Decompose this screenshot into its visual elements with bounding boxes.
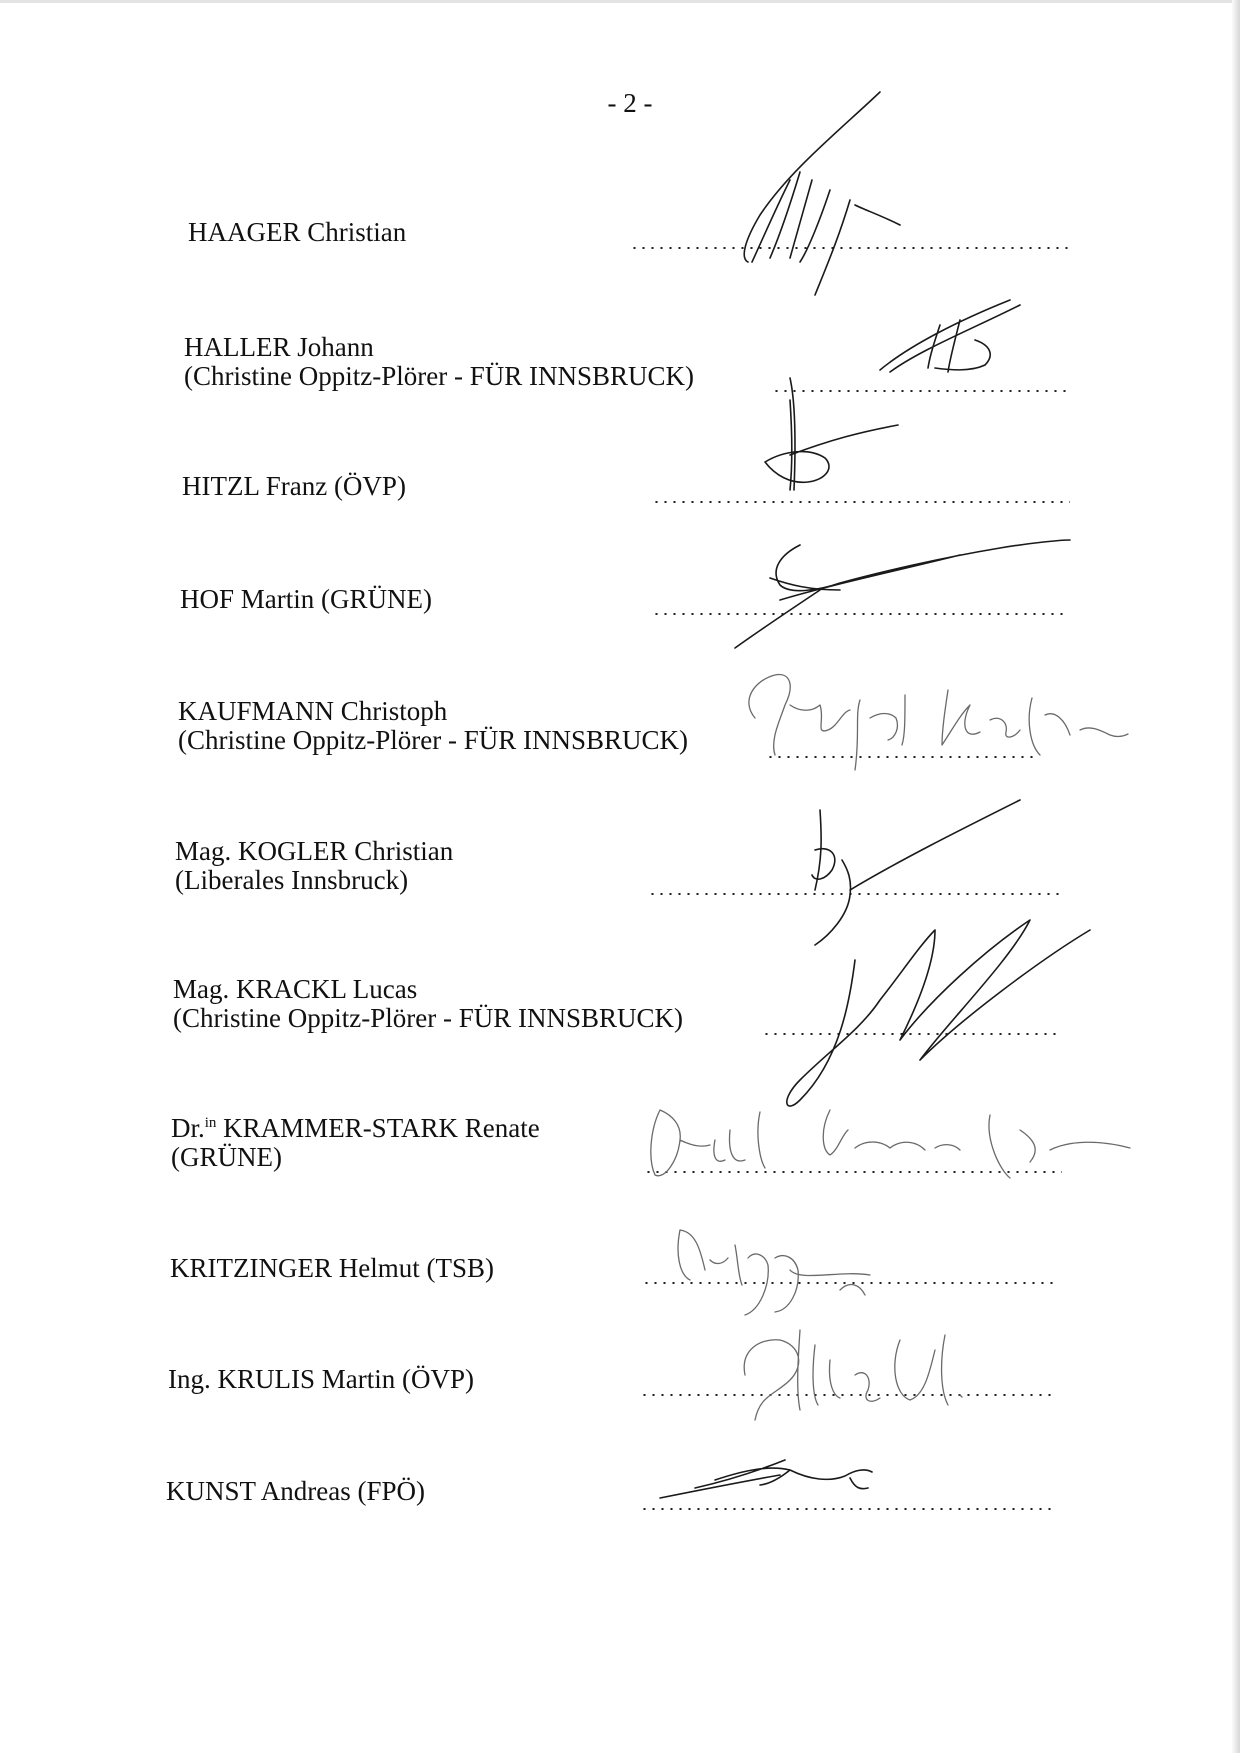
signatory-name: HITZL Franz (ÖVP): [182, 471, 406, 501]
signature-hitzl: [765, 400, 898, 490]
signature-hof: [735, 540, 1070, 648]
academic-title-suffix: in: [204, 1115, 217, 1131]
signature-kaufmann: [749, 675, 1128, 770]
signatory-party: (GRÜNE): [171, 1142, 282, 1172]
signature-krulis: [744, 1330, 962, 1420]
signatory-party: (Christine Oppitz-Plörer - FÜR INNSBRUCK): [178, 725, 688, 755]
signature-kunst: [660, 1460, 872, 1498]
signatory-name: KRAMMER-STARK Renate: [223, 1113, 540, 1143]
signatory-party: (Christine Oppitz-Plörer - FÜR INNSBRUCK): [173, 1003, 683, 1033]
signature-haller: [790, 300, 1020, 490]
signatory-name: Ing. KRULIS Martin (ÖVP): [168, 1364, 474, 1394]
signatory-name: KUNST Andreas (FPÖ): [166, 1476, 426, 1506]
signature-haager: [744, 92, 900, 295]
academic-title: Dr.: [171, 1113, 205, 1143]
signatory-party: (Christine Oppitz-Plörer - FÜR INNSBRUCK): [184, 361, 694, 391]
signatory-name: Mag. KRACKL Lucas: [173, 974, 418, 1004]
signature-krammer-stark: [651, 1110, 1130, 1178]
signatory-name: KAUFMANN Christoph: [178, 696, 448, 726]
signatory-party: (Liberales Innsbruck): [175, 865, 409, 895]
signature-krackl: [787, 920, 1090, 1106]
signatory-name: KRITZINGER Helmut (TSB): [170, 1253, 494, 1283]
signature-kritzinger: [678, 1230, 870, 1315]
signatory-name: HALLER Johann: [184, 332, 374, 362]
signatory-name: HOF Martin (GRÜNE): [180, 584, 432, 614]
signatory-name: Mag. KOGLER Christian: [175, 836, 454, 866]
signature-kogler: [812, 800, 1020, 945]
page-number: - 2 -: [607, 88, 653, 118]
signatory-name: HAAGER Christian: [188, 217, 407, 247]
